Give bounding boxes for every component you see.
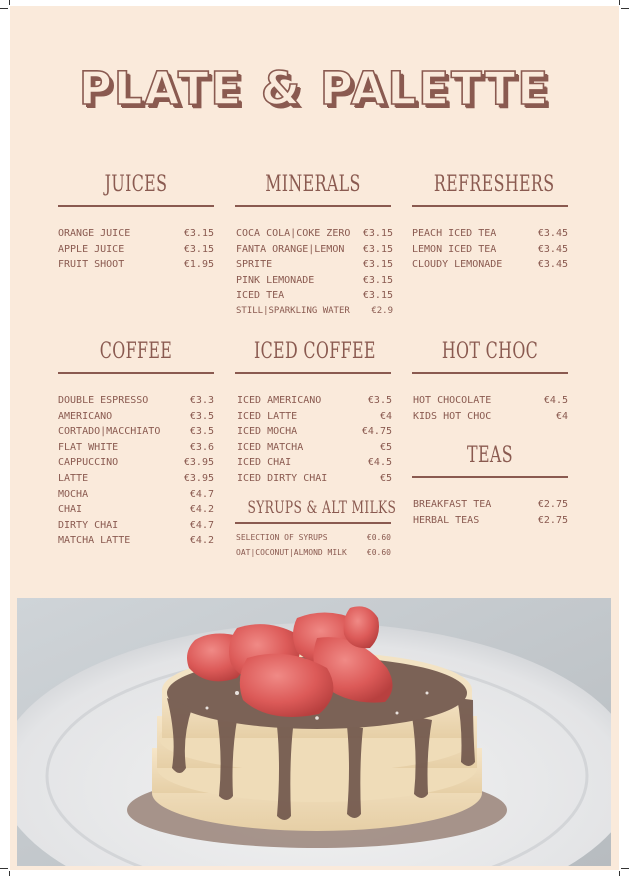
- section-divider: [235, 372, 391, 374]
- menu-item: [236, 273, 393, 289]
- item-list-juices: [58, 226, 214, 273]
- section-divider: [412, 476, 568, 478]
- section-divider: [412, 372, 568, 374]
- menu-item: [412, 257, 568, 273]
- pancake-photo: [17, 598, 611, 866]
- menu-item: [237, 424, 392, 440]
- item-name: ICED AMERICANO: [237, 395, 322, 406]
- item-price: €3.6: [189, 441, 214, 453]
- item-price: €2.75: [537, 514, 568, 526]
- menu-item: [413, 497, 568, 513]
- item-price: €4.7: [189, 519, 214, 531]
- item-name: MATCHA LATTE: [58, 535, 131, 547]
- menu-item: [236, 288, 393, 304]
- section-title-iced-coffee: ICED COFFEE: [253, 339, 376, 364]
- item-price: €1.95: [183, 259, 214, 271]
- item-name: STILL|SPARKLING WATER: [236, 305, 350, 316]
- menu-item: [236, 242, 393, 258]
- menu-item: [58, 502, 214, 518]
- menu-item: [58, 257, 214, 273]
- menu-item: [58, 471, 214, 487]
- item-price: €3.95: [183, 457, 214, 469]
- menu-item: [58, 518, 214, 534]
- item-name: HOT CHOCOLATE: [413, 395, 492, 406]
- item-name: ICED LATTE: [237, 410, 298, 422]
- item-name: LATTE: [58, 472, 89, 484]
- crop-mark: [621, 868, 629, 869]
- item-name: DIRTY CHAI: [58, 519, 119, 531]
- item-name: ICED MATCHA: [237, 441, 304, 453]
- item-list-hot-choc: [413, 393, 568, 424]
- item-name: ORANGE JUICE: [58, 228, 131, 239]
- section-title-minerals: MINERALS: [265, 172, 361, 197]
- item-name: FANTA ORANGE|LEMON: [236, 243, 345, 255]
- item-price: €3.3: [189, 395, 214, 406]
- item-name: CAPPUCCINO: [58, 457, 119, 469]
- item-price: €3.95: [183, 472, 214, 484]
- section-divider: [58, 205, 214, 207]
- item-list-iced-coffee: [237, 393, 392, 487]
- section-title-refreshers: REFRESHERS: [433, 172, 555, 197]
- item-price: €2.75: [537, 499, 568, 510]
- menu-item: [413, 513, 568, 529]
- item-name: FLAT WHITE: [58, 441, 119, 453]
- item-name: PINK LEMONADE: [236, 274, 315, 286]
- item-list-teas: [413, 497, 568, 528]
- crop-mark: [0, 8, 8, 9]
- item-name: DOUBLE ESPRESSO: [58, 395, 149, 406]
- menu-item: [237, 455, 392, 471]
- item-name: OAT|COCONUT|ALMOND MILK: [236, 548, 347, 557]
- item-price: €0.60: [366, 533, 391, 542]
- menu-item: [412, 242, 568, 258]
- menu-item: [236, 530, 391, 545]
- item-name: BREAKFAST TEA: [413, 499, 492, 510]
- crop-mark: [619, 0, 620, 5]
- item-name: KIDS HOT CHOC: [413, 410, 492, 422]
- item-price: €4.5: [367, 457, 392, 469]
- item-price: €3.45: [537, 243, 568, 255]
- item-name: CLOUDY LEMONADE: [412, 259, 503, 271]
- item-price: €3.15: [362, 274, 393, 286]
- item-price: €4: [555, 410, 568, 422]
- page-title: PLATE & PALETTE: [78, 62, 551, 115]
- section-title-teas: TEAS: [467, 443, 513, 468]
- menu-item: [236, 257, 393, 273]
- item-price: €4.2: [189, 504, 214, 516]
- item-price: €2.9: [371, 305, 393, 316]
- menu-item: [237, 393, 392, 409]
- item-price: €3.15: [362, 290, 393, 302]
- pancake-illustration: [17, 598, 611, 866]
- item-price: €3.5: [189, 410, 214, 422]
- item-name: FRUIT SHOOT: [58, 259, 125, 271]
- menu-item: [58, 242, 214, 258]
- item-price: €5: [379, 472, 392, 484]
- item-price: €4.75: [361, 426, 392, 438]
- item-name: MOCHA: [58, 488, 89, 500]
- menu-item: [237, 471, 392, 487]
- menu-item: [58, 226, 214, 242]
- item-list-refreshers: [412, 226, 568, 273]
- menu-item: [58, 487, 214, 503]
- item-name: ICED TEA: [236, 290, 285, 302]
- item-list-minerals: [236, 226, 393, 320]
- item-name: COCA COLA|COKE ZERO: [236, 228, 351, 239]
- menu-item: [58, 424, 214, 440]
- section-divider: [235, 522, 391, 524]
- item-price: €3.45: [537, 259, 568, 271]
- item-name: CHAI: [58, 504, 83, 516]
- menu-item: [413, 393, 568, 409]
- menu-item: [58, 440, 214, 456]
- menu-item: [237, 409, 392, 425]
- menu-item: [58, 455, 214, 471]
- item-name: PEACH ICED TEA: [412, 228, 497, 239]
- section-divider: [235, 205, 391, 207]
- crop-mark: [9, 0, 10, 5]
- section-title-syrups: SYRUPS & ALT MILKS: [247, 498, 397, 518]
- item-name: ICED MOCHA: [237, 426, 298, 438]
- item-price: €4.5: [543, 395, 568, 406]
- item-name: SELECTION OF SYRUPS: [236, 533, 328, 542]
- crop-mark: [619, 871, 620, 876]
- item-price: €3.5: [367, 395, 392, 406]
- menu-item: [236, 304, 393, 320]
- menu-item: [237, 440, 392, 456]
- item-list-syrups: [236, 530, 391, 560]
- item-price: €3.5: [189, 426, 214, 438]
- menu-item: [236, 545, 391, 560]
- item-name: HERBAL TEAS: [413, 514, 480, 526]
- item-price: €5: [379, 441, 392, 453]
- item-name: AMERICANO: [58, 410, 113, 422]
- item-list-coffee: [58, 393, 214, 549]
- section-title-hot-choc: HOT CHOC: [441, 339, 539, 364]
- item-name: SPRITE: [236, 259, 273, 271]
- item-name: ICED CHAI: [237, 457, 292, 469]
- crop-mark: [0, 868, 8, 869]
- item-price: €3.15: [362, 228, 393, 239]
- section-divider: [412, 205, 568, 207]
- item-name: APPLE JUICE: [58, 243, 125, 255]
- menu-item: [58, 393, 214, 409]
- menu-item: [236, 226, 393, 242]
- item-name: ICED DIRTY CHAI: [237, 472, 328, 484]
- item-price: €3.15: [362, 259, 393, 271]
- item-price: €3.15: [183, 228, 214, 239]
- item-price: €4.7: [189, 488, 214, 500]
- menu-item: [58, 533, 214, 549]
- item-price: €0.60: [366, 548, 391, 557]
- item-name: CORTADO|MACCHIATO: [58, 426, 161, 438]
- item-price: €4: [379, 410, 392, 422]
- crop-mark: [9, 871, 10, 876]
- crop-mark: [621, 8, 629, 9]
- item-name: LEMON ICED TEA: [412, 243, 497, 255]
- item-price: €3.45: [537, 228, 568, 239]
- menu-item: [413, 409, 568, 425]
- section-title-juices: JUICES: [104, 172, 168, 197]
- item-price: €3.15: [362, 243, 393, 255]
- menu-item: [412, 226, 568, 242]
- section-divider: [58, 372, 214, 374]
- item-price: €4.2: [189, 535, 214, 547]
- menu-item: [58, 409, 214, 425]
- item-price: €3.15: [183, 243, 214, 255]
- section-title-coffee: COFFEE: [99, 339, 173, 364]
